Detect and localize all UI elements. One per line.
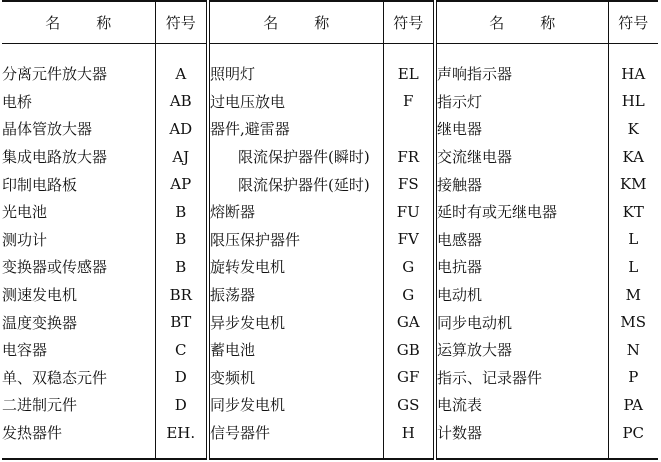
component-symbol-cell: FR <box>383 143 435 171</box>
component-name-cell: 二进制元件 <box>2 391 155 419</box>
header-symbol-1: 符号 <box>155 1 208 44</box>
table-row <box>2 170 658 198</box>
component-name-cell: 测功计 <box>2 226 155 254</box>
component-name-cell: 指示、记录器件 <box>435 364 608 392</box>
component-name-cell: 继电器 <box>435 115 608 143</box>
component-name-cell: 照明灯 <box>208 44 383 88</box>
component-name-cell: 限流保护器件(延时) <box>208 170 383 198</box>
component-name-cell: 发热器件 <box>2 419 155 460</box>
component-name-cell: 信号器件 <box>208 419 383 460</box>
component-symbol-cell: GS <box>383 391 435 419</box>
component-name-cell: 运算放大器 <box>435 336 608 364</box>
component-name-cell: 熔断器 <box>208 198 383 226</box>
component-name-cell: 单、双稳态元件 <box>2 364 155 392</box>
table-row <box>2 88 658 116</box>
component-symbol-cell: G <box>383 281 435 309</box>
component-name-cell: 测速发电机 <box>2 281 155 309</box>
component-symbol-cell: F <box>383 88 435 116</box>
component-symbol-cell: A <box>155 44 208 88</box>
component-name-cell: 电容器 <box>2 336 155 364</box>
header-name-2 <box>208 1 383 44</box>
component-name-cell: 声响指示器 <box>435 44 608 88</box>
component-name-cell: 蓄电池 <box>208 336 383 364</box>
component-name-cell: 限压保护器件 <box>208 226 383 254</box>
component-name-cell: 电流表 <box>435 391 608 419</box>
component-name-cell: 器件,避雷器 <box>208 115 383 143</box>
component-symbol-cell: G <box>383 253 435 281</box>
component-symbol-cell: GA <box>383 308 435 336</box>
component-name-cell: 电桥 <box>2 88 155 116</box>
component-symbol-cell: L <box>628 230 639 249</box>
table-row <box>2 308 658 336</box>
table-row <box>2 226 658 254</box>
component-name-cell: 同步发电机 <box>208 391 383 419</box>
component-name-cell: 接触器 <box>435 170 608 198</box>
component-name-cell: 限流保护器件(瞬时) <box>208 143 383 171</box>
component-symbol-cell: HL <box>621 92 645 111</box>
component-symbol-cell: BT <box>155 308 208 336</box>
component-symbol-cell: AJ <box>155 143 208 171</box>
table-row <box>2 198 658 226</box>
component-symbol-cell: PA <box>623 395 644 414</box>
table-row <box>2 115 658 143</box>
header-symbol-3: 符号 <box>608 1 658 44</box>
header-name-3 <box>435 1 608 44</box>
component-name-cell: 电动机 <box>435 281 608 309</box>
component-symbol-cell: FU <box>383 198 435 226</box>
component-name-cell: 电感器 <box>435 226 608 254</box>
component-symbol-cell: M <box>625 285 641 304</box>
component-symbol-cell: B <box>155 226 208 254</box>
component-name-cell: 交流继电器 <box>435 143 608 171</box>
component-symbol-cell: MS <box>620 313 647 332</box>
component-symbol-table <box>2 0 658 460</box>
table-row <box>2 391 658 419</box>
component-symbol-cell: N <box>626 340 640 359</box>
table-row <box>2 281 658 309</box>
component-symbol-cell: HA <box>621 64 646 83</box>
component-symbol-cell: FV <box>383 226 435 254</box>
component-symbol-cell: EL <box>383 44 435 88</box>
table-header-row <box>2 1 658 44</box>
header-name-1 <box>2 1 155 44</box>
table-row <box>2 419 658 460</box>
header-name-char: 名 <box>263 14 279 32</box>
component-name-cell: 延时有或无继电器 <box>435 198 608 226</box>
component-symbol-cell: PC <box>608 419 658 460</box>
component-symbol-cell: B <box>155 198 208 226</box>
component-symbol-cell: D <box>155 391 208 419</box>
table-row <box>2 336 658 364</box>
component-symbol-cell: P <box>628 368 639 387</box>
component-symbol-cell <box>383 115 435 143</box>
table-body <box>2 44 658 460</box>
component-name-cell: 分离元件放大器 <box>2 44 155 88</box>
component-name-cell: 晶体管放大器 <box>2 115 155 143</box>
component-symbol-cell: BR <box>155 281 208 309</box>
component-symbol-cell: D <box>155 364 208 392</box>
component-symbol-cell: FS <box>383 170 435 198</box>
component-name-cell: 集成电路放大器 <box>2 143 155 171</box>
component-symbol-cell: KT <box>622 202 644 221</box>
component-name-cell: 计数器 <box>435 419 608 460</box>
header-name-char: 称 <box>540 14 556 32</box>
component-name-cell: 电抗器 <box>435 253 608 281</box>
component-symbol-cell: EH. <box>155 419 208 460</box>
table-row <box>2 44 658 88</box>
component-symbol-cell: K <box>627 119 639 138</box>
component-name-cell: 指示灯 <box>435 88 608 116</box>
header-name-char: 名 <box>45 14 61 32</box>
component-name-cell: 温度变换器 <box>2 308 155 336</box>
component-symbol-cell: AD <box>155 115 208 143</box>
component-symbol-cell: AB <box>155 88 208 116</box>
component-name-cell: 变频机 <box>208 364 383 392</box>
component-symbol-cell: GB <box>383 336 435 364</box>
table-row <box>2 364 658 392</box>
component-name-cell: 印制电路板 <box>2 170 155 198</box>
component-name-cell: 旋转发电机 <box>208 253 383 281</box>
header-symbol-2: 符号 <box>383 1 435 44</box>
component-symbol-cell: H <box>383 419 435 460</box>
component-symbol-cell: L <box>628 257 639 276</box>
component-symbol-cell: KA <box>622 147 644 166</box>
component-name-cell: 过电压放电 <box>208 88 383 116</box>
component-symbol-cell: AP <box>155 170 208 198</box>
component-name-cell: 光电池 <box>2 198 155 226</box>
component-symbol-cell: GF <box>383 364 435 392</box>
component-symbol-cell: KM <box>619 175 647 194</box>
component-symbol-cell: B <box>155 253 208 281</box>
component-name-cell: 振荡器 <box>208 281 383 309</box>
header-name-char: 称 <box>96 14 112 32</box>
component-name-cell: 同步电动机 <box>435 308 608 336</box>
table-row <box>2 253 658 281</box>
table-row <box>2 143 658 171</box>
header-name-char: 称 <box>314 14 330 32</box>
header-name-char: 名 <box>489 14 505 32</box>
component-symbol-cell: C <box>155 336 208 364</box>
component-name-cell: 变换器或传感器 <box>2 253 155 281</box>
component-name-cell: 异步发电机 <box>208 308 383 336</box>
